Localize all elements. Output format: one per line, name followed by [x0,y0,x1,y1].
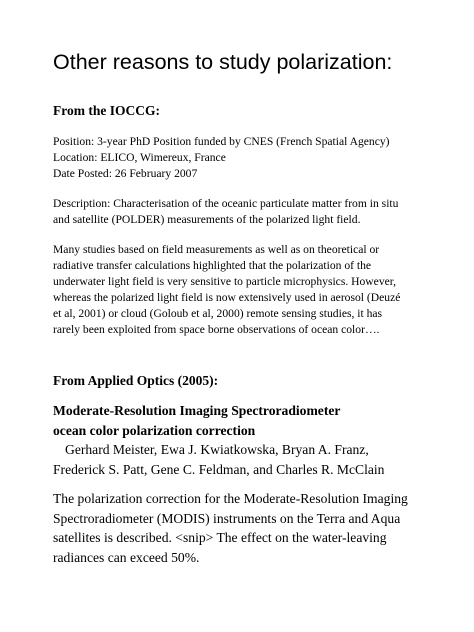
job-details [53,134,473,182]
applied-optics-heading: From Applied Optics (2005): [53,373,219,388]
studies-line: radiative transfer calculations highlighted that the polarization of the [53,259,372,272]
abstract-line: The polarization correction for the Moderate-Resolution Imaging [53,491,408,506]
job-date-posted: Date Posted: 26 February 2007 [53,167,198,180]
studies-paragraph [53,242,473,338]
slide-title: Other reasons to study polarization: [53,50,393,74]
job-position: Position: 3-year PhD Position funded by CNES (French Spatial Agency) [53,135,390,148]
studies-line: et al, 2001) or cloud (Goloub et al, 2000) remote sensing studies, it has [53,307,383,320]
paper-authors-line: Gerhard Meister, Ewa J. Kwiatkowska, Bryan A. Franz, [65,442,369,457]
studies-line: whereas the polarized light field is now extensively used in aerosol (Deuzé [53,291,401,304]
studies-line: underwater light field is very sensitive to particle microphysics. However, [53,275,397,288]
abstract-line: satellites is described. <snip> The effect on the water-leaving [53,530,387,545]
studies-line: rarely been exploited from space borne observations of ocean color…. [53,323,380,336]
job-location: Location: ELICO, Wimereux, France [53,151,226,164]
description-line: and satellite (POLDER) measurements of the polarized light field. [53,213,361,226]
paper-block [53,401,473,479]
description-line: Description: Characterisation of the oceanic particulate matter from in situ [53,197,399,210]
paper-title-line: ocean color polarization correction [53,422,256,438]
studies-line: Many studies based on field measurements as well as on theoretical or [53,243,380,256]
job-description [53,196,473,228]
ioccg-heading: From the IOCCG: [53,103,160,118]
abstract-line: radiances can exceed 50%. [53,549,200,565]
paper-title-line: Moderate-Resolution Imaging Spectroradiometer [53,403,341,418]
paper-authors-line: Frederick S. Patt, Gene C. Feldman, and Charles R. McClain [53,461,385,477]
abstract-line: Spectroradiometer (MODIS) instruments on the Terra and Aqua [53,510,401,526]
paper-abstract [53,489,473,567]
